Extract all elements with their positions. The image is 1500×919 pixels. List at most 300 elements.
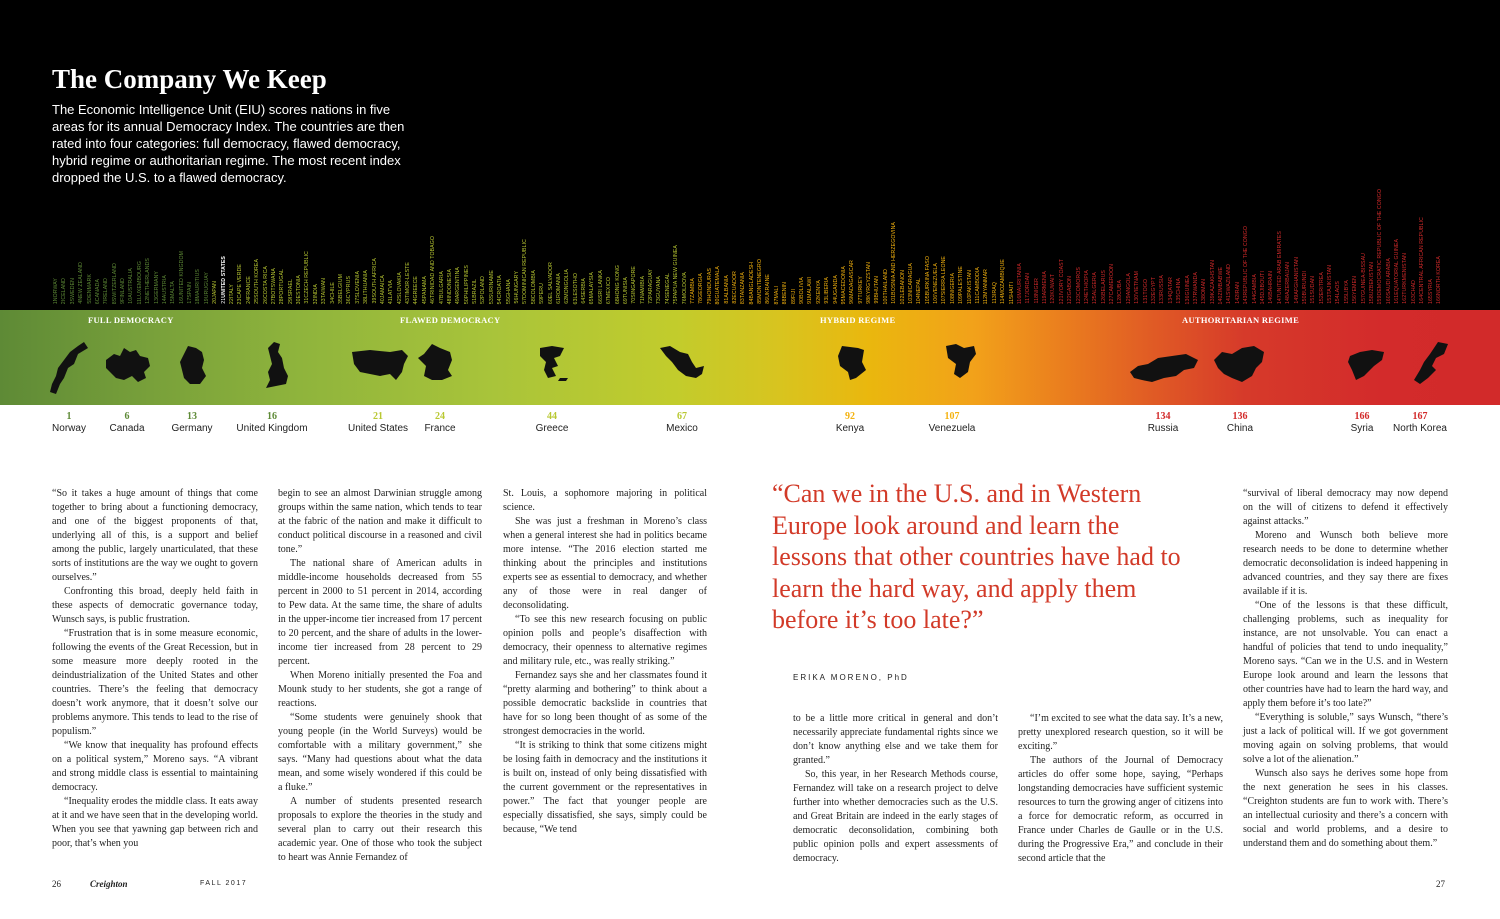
country-rank-entry bbox=[841, 266, 848, 304]
marker-mexico bbox=[660, 411, 704, 434]
country-rank-number: 109 bbox=[958, 295, 965, 304]
country-rank-number: 27 bbox=[270, 298, 277, 304]
paragraph: “I’m excited to see what the data say. It’s a new, pretty unexplored research question, so it will be exciting.” bbox=[1018, 713, 1223, 752]
country-rank-number: 72 bbox=[648, 298, 655, 304]
country-rank-entry bbox=[338, 274, 345, 304]
country-rank-number: 41 bbox=[388, 298, 395, 304]
country-rank-number: 104 bbox=[916, 295, 923, 304]
country-rank-name: NICARAGUA bbox=[907, 263, 914, 296]
country-rank-number: 123 bbox=[1075, 295, 1082, 304]
country-rank-number: 144 bbox=[1251, 295, 1258, 304]
country-rank-entry bbox=[95, 279, 102, 304]
country-rank-name: COSTA RICA bbox=[262, 265, 269, 299]
country-rank-number: 60 bbox=[547, 298, 554, 304]
country-rank-name: IVORY COAST bbox=[1058, 258, 1065, 296]
country-rank-name: INDONESIA bbox=[446, 268, 453, 299]
country-rank-name: ARMENIA bbox=[1042, 271, 1049, 296]
country-rank-number: 66 bbox=[597, 298, 604, 304]
country-rank-number: 18 bbox=[195, 298, 202, 304]
country-rank-name: SAUDI ARABIA bbox=[1385, 257, 1392, 296]
country-rank-entry bbox=[1218, 267, 1225, 304]
country-rank-number: 33 bbox=[321, 298, 328, 304]
country-rank-number: 48 bbox=[446, 298, 453, 304]
marker-greece bbox=[530, 411, 574, 434]
country-rank-name: TIMOR-LESTE bbox=[405, 262, 412, 299]
country-rank-number: 116 bbox=[1016, 295, 1023, 304]
country-rank-number: 132 bbox=[1151, 295, 1158, 304]
country-rank-entry bbox=[757, 259, 764, 304]
country-rank-entry bbox=[1126, 273, 1133, 304]
paragraph: “It is striking to think that some citizens might be losing faith in democracy and the institutions it is built on, instead of only being dissatisfied with the current government or the representatives in power.” The fact that younger people are especially dissatisfied, she says, simply could be because, “We tend bbox=[503, 740, 707, 835]
country-rank-name: CYPRUS bbox=[346, 275, 353, 299]
country-rank-entry bbox=[933, 263, 940, 304]
country-rank-number: 119 bbox=[1042, 295, 1049, 304]
country-rank-entry bbox=[271, 268, 278, 304]
country-rank-entry bbox=[137, 261, 144, 305]
country-rank-number: 138 bbox=[1201, 295, 1208, 304]
country-rank-name: ZAMBIA bbox=[690, 278, 697, 299]
country-rank-name: UZBEKISTAN bbox=[1368, 261, 1375, 296]
country-rank-number: 97 bbox=[857, 298, 864, 304]
country-rank-number: 136 bbox=[1184, 295, 1191, 304]
country-rank-name: SENEGAL bbox=[664, 272, 671, 299]
country-rank-entry bbox=[1076, 267, 1083, 304]
country-rank-entry bbox=[724, 275, 731, 304]
country-rank-entry bbox=[1344, 280, 1351, 304]
country-rank-entry bbox=[1394, 239, 1401, 304]
country-rank-name: CUBA bbox=[1117, 280, 1124, 296]
country-rank-entry bbox=[1143, 279, 1150, 304]
country-rank-entry bbox=[1277, 231, 1284, 304]
country-rank-name: ITALY bbox=[229, 283, 236, 299]
country-rank-name: DENMARK bbox=[86, 274, 93, 301]
country-rank-name: GUATEMALA bbox=[715, 265, 722, 299]
country-rank-name: NEW ZEALAND bbox=[78, 262, 85, 301]
country-rank-number: 55 bbox=[505, 298, 512, 304]
country-rank-number: 107 bbox=[941, 295, 948, 304]
marker-rank: 167 bbox=[1412, 411, 1428, 422]
country-rank-name: MALTA bbox=[170, 280, 177, 299]
country-rank-name: HONG KONG bbox=[614, 264, 621, 299]
country-rank-entry bbox=[1386, 258, 1393, 304]
country-rank-entry bbox=[925, 256, 932, 304]
country-rank-entry bbox=[958, 266, 965, 304]
country-rank-entry bbox=[1352, 276, 1359, 304]
france-silhouette bbox=[416, 342, 456, 384]
country-rank-name: CANADA bbox=[94, 278, 101, 301]
country-rank-name: GUINEA bbox=[1184, 274, 1191, 296]
article-column-2 bbox=[278, 487, 482, 865]
country-rank-name: MACEDONIA bbox=[840, 265, 847, 299]
country-rank-number: 98 bbox=[866, 298, 873, 304]
country-rank-name: CZECH REPUBLIC bbox=[304, 251, 311, 299]
country-rank-number: 15 bbox=[170, 298, 177, 304]
country-rank-entry bbox=[1034, 278, 1041, 304]
country-rank-name: SOUTH KOREA bbox=[254, 259, 261, 299]
country-rank-name: IRELAND bbox=[103, 277, 110, 301]
country-rank-name: UKRAINE bbox=[765, 274, 772, 299]
country-rank-name: DOMINICAN REPUBLIC bbox=[522, 239, 529, 299]
country-rank-number: 89 bbox=[790, 298, 797, 304]
country-rank-name: THAILAND bbox=[882, 268, 889, 296]
north-korea-silhouette bbox=[1412, 340, 1452, 388]
article-column-1 bbox=[52, 487, 258, 851]
marker-country: United States bbox=[347, 423, 409, 434]
country-rank-entry bbox=[765, 274, 772, 304]
country-rank-number: 102 bbox=[899, 295, 906, 304]
marker-country: Venezuela bbox=[928, 423, 976, 434]
country-rank-name: SRI LANKA bbox=[597, 270, 604, 299]
country-rank-name: TURKEY bbox=[857, 276, 864, 299]
country-rank-entry bbox=[1092, 272, 1099, 304]
country-rank-entry bbox=[388, 280, 395, 304]
marker-rank: 44 bbox=[547, 411, 557, 422]
country-rank-name: NEPAL bbox=[916, 277, 923, 296]
country-rank-number: 49 bbox=[455, 298, 462, 304]
country-rank-entry bbox=[1042, 271, 1049, 304]
country-rank-entry bbox=[1084, 270, 1091, 304]
marker-rank: 6 bbox=[124, 411, 130, 422]
country-rank-number: 96 bbox=[849, 298, 856, 304]
country-rank-entry bbox=[858, 276, 865, 304]
country-rank-entry bbox=[162, 275, 169, 304]
country-rank-number: 137 bbox=[1192, 295, 1199, 304]
country-rank-entry bbox=[1319, 272, 1326, 304]
country-rank-entry bbox=[1050, 274, 1057, 304]
country-rank-number: 2 bbox=[61, 301, 68, 304]
country-rank-entry bbox=[154, 271, 161, 304]
russia-silhouette bbox=[1128, 352, 1200, 384]
country-rank-number: 120 bbox=[1050, 295, 1057, 304]
marker-country: United Kingdom bbox=[236, 423, 308, 434]
paragraph: “To see this new research focusing on public opinion polls and people’s disaffection with democracy, their openness to alternative regimes and military rule, etc., was really striking.” bbox=[503, 614, 707, 667]
category-label-flawed-democracy: FLAWED DEMOCRACY bbox=[400, 315, 501, 325]
country-rank-name: TANZANIA bbox=[740, 271, 747, 299]
country-rank-name: UGANDA bbox=[832, 275, 839, 299]
country-rank-entry bbox=[715, 266, 722, 305]
country-rank-entry bbox=[707, 268, 714, 304]
country-rank-name: NAMIBIA bbox=[639, 275, 646, 299]
country-rank-name: MOZAMBIQUE bbox=[1000, 258, 1007, 296]
country-rank-number: 87 bbox=[773, 298, 780, 304]
country-rank-entry bbox=[497, 275, 504, 304]
country-rank-name: LESOTHO bbox=[572, 272, 579, 299]
country-rank-number: 77 bbox=[690, 298, 697, 304]
country-rank-name: MOLDOVA bbox=[681, 271, 688, 299]
country-rank-entry bbox=[1017, 263, 1024, 304]
country-rank-number: 133 bbox=[1159, 295, 1166, 304]
country-rank-entry bbox=[506, 279, 513, 304]
article-column-6 bbox=[1243, 487, 1448, 851]
country-rank-name: FRANCE bbox=[245, 276, 252, 299]
country-rank-entry bbox=[589, 272, 596, 304]
country-rank-entry bbox=[908, 263, 915, 304]
country-rank-entry bbox=[975, 267, 982, 304]
country-rank-entry bbox=[749, 262, 756, 304]
country-rank-number: 112 bbox=[983, 295, 990, 304]
country-rank-number: 76 bbox=[681, 298, 688, 304]
country-rank-name: RWANDA bbox=[1192, 271, 1199, 296]
country-rank-name: JAMAICA bbox=[379, 274, 386, 299]
country-rank-name: LATVIA bbox=[388, 279, 395, 299]
country-rank-number: 38 bbox=[363, 298, 370, 304]
marker-rank: 136 bbox=[1232, 411, 1248, 422]
country-rank-number: 53 bbox=[488, 298, 495, 304]
country-rank-name: BULGARIA bbox=[438, 270, 445, 299]
country-rank-name: GUYANA bbox=[656, 275, 663, 299]
country-rank-number: 3 bbox=[69, 301, 76, 304]
country-rank-number: 56 bbox=[514, 298, 520, 304]
country-rank-entry bbox=[346, 276, 353, 304]
country-rank-number: 154 bbox=[1335, 295, 1342, 304]
country-rank-number: 68 bbox=[614, 298, 621, 304]
canada-silhouette bbox=[104, 346, 152, 388]
country-rank-number: 74 bbox=[664, 298, 671, 304]
country-rank-name: PANAMA bbox=[421, 275, 428, 299]
country-rank-number: 152 bbox=[1318, 295, 1325, 304]
country-rank-number: 125 bbox=[1092, 295, 1099, 304]
country-rank-number: 127 bbox=[1109, 295, 1116, 304]
country-rank-name: SPAIN bbox=[187, 282, 194, 299]
marker-russia bbox=[1140, 411, 1186, 434]
country-rank-number: 36 bbox=[346, 298, 353, 304]
country-rank-entry bbox=[1201, 279, 1208, 304]
country-rank-number: 61 bbox=[555, 298, 562, 304]
country-rank-number: 105 bbox=[924, 295, 931, 304]
country-rank-number: 101 bbox=[891, 295, 898, 304]
country-rank-name: ALGERIA bbox=[1092, 271, 1099, 296]
country-rank-name: TRINIDAD AND TOBAGO bbox=[430, 236, 437, 299]
country-rank-number: 108 bbox=[949, 295, 956, 304]
country-rank-name: ESTONIA bbox=[296, 274, 303, 299]
regime-gradient-band bbox=[0, 310, 1500, 405]
country-rank-name: ICELAND bbox=[61, 277, 68, 301]
paragraph: “Frustration that is in some measure economic, following the events of the Great Recession, but in some measure more deeply rooted in the deindustrialization of the United States and other countries. There’s the feeling that democracy doesn’t work anymore, that it doesn’t solve our problems anymore. This tends to lead to the rise of populism.” bbox=[52, 628, 258, 737]
country-rank-name: VIETNAM bbox=[1134, 271, 1141, 296]
country-rank-name: KENYA bbox=[815, 280, 822, 299]
country-rank-entry bbox=[1117, 280, 1124, 304]
country-rank-name: SOUTH AFRICA bbox=[371, 258, 378, 299]
infographic-title: The Company We Keep bbox=[52, 64, 327, 94]
country-rank-number: 83 bbox=[740, 298, 747, 304]
marker-rank: 92 bbox=[845, 411, 855, 422]
country-rank-number: 150 bbox=[1301, 295, 1308, 304]
country-rank-name: HUNGARY bbox=[514, 271, 520, 299]
country-rank-number: 165 bbox=[1427, 295, 1434, 304]
country-rank-entry bbox=[120, 278, 127, 304]
country-rank-entry bbox=[640, 276, 647, 304]
country-rank-entry bbox=[1168, 277, 1175, 304]
country-rank-name: LAOS bbox=[1335, 280, 1342, 296]
country-rank-number: 63 bbox=[572, 298, 579, 304]
marker-rank: 166 bbox=[1354, 411, 1370, 422]
country-rank-entry bbox=[656, 276, 663, 304]
country-rank-name: BOSNIA AND HERZEGOVINA bbox=[891, 222, 898, 296]
syria-silhouette bbox=[1346, 348, 1386, 382]
country-rank-entry bbox=[548, 262, 555, 304]
country-rank-number: 13 bbox=[153, 298, 160, 304]
country-rank-name: SWITZERLAND bbox=[111, 262, 118, 301]
country-rank-name: ERITREA bbox=[1318, 271, 1325, 296]
country-rank-entry bbox=[1260, 271, 1267, 304]
country-rank-number: 80 bbox=[715, 298, 722, 304]
country-rank-number: 73 bbox=[656, 298, 663, 304]
country-rank-entry bbox=[1428, 279, 1435, 304]
country-rank-name: SYRIA bbox=[1427, 278, 1434, 296]
country-rank-number: 65 bbox=[589, 298, 596, 304]
country-rank-number: 135 bbox=[1176, 295, 1183, 304]
country-rank-number: 117 bbox=[1025, 295, 1032, 304]
country-rank-number: 9 bbox=[120, 301, 127, 304]
marker-rank: 134 bbox=[1155, 411, 1171, 422]
marker-germany bbox=[166, 411, 218, 434]
country-rank-name: NIGERIA bbox=[949, 273, 956, 296]
country-rank-entry bbox=[824, 277, 831, 304]
country-rank-number: 126 bbox=[1100, 295, 1107, 304]
country-rank-name: JAPAN bbox=[212, 281, 219, 299]
country-rank-entry bbox=[430, 236, 437, 304]
country-rank-name: CAMBODIA bbox=[975, 267, 981, 296]
country-rank-name: REPUBLIC OF THE CONGO bbox=[1243, 225, 1250, 296]
country-rank-entry bbox=[849, 260, 856, 304]
country-rank-entry bbox=[1294, 257, 1301, 304]
country-rank-name: HONDURAS bbox=[706, 267, 713, 299]
country-rank-entry bbox=[615, 265, 622, 304]
country-rank-name: UNITED STATES bbox=[220, 256, 227, 299]
country-rank-entry bbox=[1176, 278, 1183, 304]
country-rank-entry bbox=[816, 280, 823, 304]
country-rank-number: 92 bbox=[815, 298, 822, 304]
country-rank-name: ALBANIA bbox=[723, 275, 730, 299]
paragraph: “Everything is soluble,” says Wunsch, “there’s just a lack of political will. If we got government moving again on solving problems, that would solve a lot of the alienation.” bbox=[1243, 712, 1448, 765]
country-rank-number: 4 bbox=[78, 301, 85, 304]
magazine-name: Creighton bbox=[90, 879, 128, 889]
country-rank-entry bbox=[1402, 253, 1409, 304]
country-rank-entry bbox=[1327, 265, 1334, 304]
country-rank-number: 140 bbox=[1218, 295, 1225, 304]
country-rank-name: NORTH KOREA bbox=[1436, 255, 1442, 296]
country-rank-number: 82 bbox=[731, 298, 738, 304]
country-rank-name: BURUNDI bbox=[1301, 270, 1308, 296]
country-rank-name: SIERRA LEONE bbox=[941, 255, 948, 296]
country-rank-number: 130 bbox=[1134, 295, 1141, 304]
country-rank-number: 78 bbox=[698, 298, 705, 304]
country-rank-name: BHUTAN bbox=[874, 276, 881, 299]
country-rank-number: 134 bbox=[1167, 295, 1174, 304]
country-rank-name: NIGER bbox=[1033, 278, 1040, 296]
country-rank-number: 17 bbox=[187, 298, 194, 304]
country-rank-number: 84 bbox=[748, 298, 755, 304]
country-rank-entry bbox=[1210, 260, 1217, 304]
norway-silhouette bbox=[48, 340, 90, 396]
country-rank-name: BURKINA FASO bbox=[924, 255, 931, 296]
country-rank-number: 88 bbox=[782, 298, 789, 304]
country-rank-name: PALESTINE bbox=[958, 265, 965, 296]
country-rank-number: 57 bbox=[522, 298, 529, 304]
country-rank-entry bbox=[1159, 275, 1166, 304]
country-rank-entry bbox=[1411, 280, 1418, 304]
country-rank-number: 50 bbox=[463, 298, 470, 304]
mexico-silhouette bbox=[658, 344, 706, 382]
country-rank-number: 122 bbox=[1067, 295, 1074, 304]
country-rank-number: 94 bbox=[832, 298, 839, 304]
country-rank-name: GEORGIA bbox=[698, 273, 705, 299]
country-rank-number: 8 bbox=[111, 301, 118, 304]
country-rank-entry bbox=[631, 266, 638, 304]
country-rank-entry bbox=[447, 269, 454, 304]
country-rank-number: 79 bbox=[706, 298, 713, 304]
country-rank-entry bbox=[1226, 264, 1233, 304]
country-rank-entry bbox=[1101, 270, 1108, 304]
marker-country: China bbox=[1226, 423, 1254, 434]
country-rank-number: 147 bbox=[1276, 295, 1283, 304]
country-rank-entry bbox=[112, 263, 119, 304]
country-rank-entry bbox=[1302, 271, 1309, 304]
paragraph: When Moreno initially presented the Foa and Mounk study to her students, she got a range of reactions. bbox=[278, 670, 482, 709]
country-rank-entry bbox=[246, 276, 253, 304]
country-rank-entry bbox=[254, 259, 261, 304]
country-rank-name: GHANA bbox=[505, 279, 512, 299]
country-rank-name: SUDAN bbox=[1310, 276, 1317, 296]
country-rank-name: SLOVENIA bbox=[354, 271, 361, 299]
marker-rank: 1 bbox=[66, 411, 72, 422]
article-column-5 bbox=[1018, 712, 1223, 866]
country-rank-number: 28 bbox=[279, 298, 286, 304]
country-rank-number: 162 bbox=[1402, 295, 1409, 304]
country-rank-number: 46 bbox=[430, 298, 437, 304]
country-rank-name: CROATIA bbox=[497, 274, 504, 299]
country-rank-entry bbox=[313, 284, 320, 304]
country-rank-number: 159 bbox=[1377, 295, 1384, 304]
country-rank-number: 37 bbox=[354, 298, 361, 304]
marker-norway bbox=[46, 411, 92, 434]
country-rank-number: 22 bbox=[229, 298, 236, 304]
country-rank-name: PARAGUAY bbox=[648, 269, 655, 299]
country-rank-entry bbox=[221, 256, 228, 304]
country-rank-entry bbox=[1151, 277, 1158, 304]
country-rank-number: 34 bbox=[329, 298, 336, 304]
country-rank-name: INDIA bbox=[312, 283, 319, 299]
country-rank-entry bbox=[1361, 253, 1368, 304]
country-rank-number: 10 bbox=[128, 298, 135, 304]
country-rank-entry bbox=[782, 282, 789, 304]
country-rank-entry bbox=[1377, 189, 1384, 304]
country-rank-entry bbox=[288, 279, 295, 304]
country-rank-name: BENIN bbox=[782, 281, 789, 299]
united-kingdom-silhouette bbox=[262, 340, 290, 390]
country-rank-name: TUNISIA bbox=[622, 276, 629, 299]
country-rank-name: AZERBAIJAN bbox=[1285, 262, 1292, 296]
country-rank-name: COMOROS bbox=[1075, 266, 1082, 296]
country-rank-number: 121 bbox=[1058, 295, 1065, 304]
country-rank-number: 69 bbox=[622, 298, 629, 304]
country-rank-entry bbox=[732, 271, 739, 304]
country-rank-entry bbox=[1285, 262, 1292, 304]
country-rank-entry bbox=[422, 276, 429, 304]
marker-venezuela bbox=[924, 411, 980, 434]
country-rank-number: 62 bbox=[564, 298, 571, 304]
paragraph: “Some students were genuinely shook that young people (in the World Surveys) would be comfortable with a military government,” she says. “Many had questions about what the data mean, and some wisely wondered if this could be a fluke.” bbox=[278, 712, 482, 793]
country-rank-name: CAMEROON bbox=[1109, 263, 1116, 296]
country-rank-entry bbox=[397, 272, 404, 304]
country-rank-entry bbox=[480, 276, 487, 304]
country-rank-name: MYANMAR bbox=[983, 268, 990, 296]
country-rank-entry bbox=[1059, 259, 1066, 304]
country-rank-entry bbox=[539, 283, 546, 304]
country-rank-number: 40 bbox=[379, 298, 386, 304]
country-rank-number: 139 bbox=[1209, 295, 1216, 304]
country-rank-entry bbox=[967, 270, 974, 304]
